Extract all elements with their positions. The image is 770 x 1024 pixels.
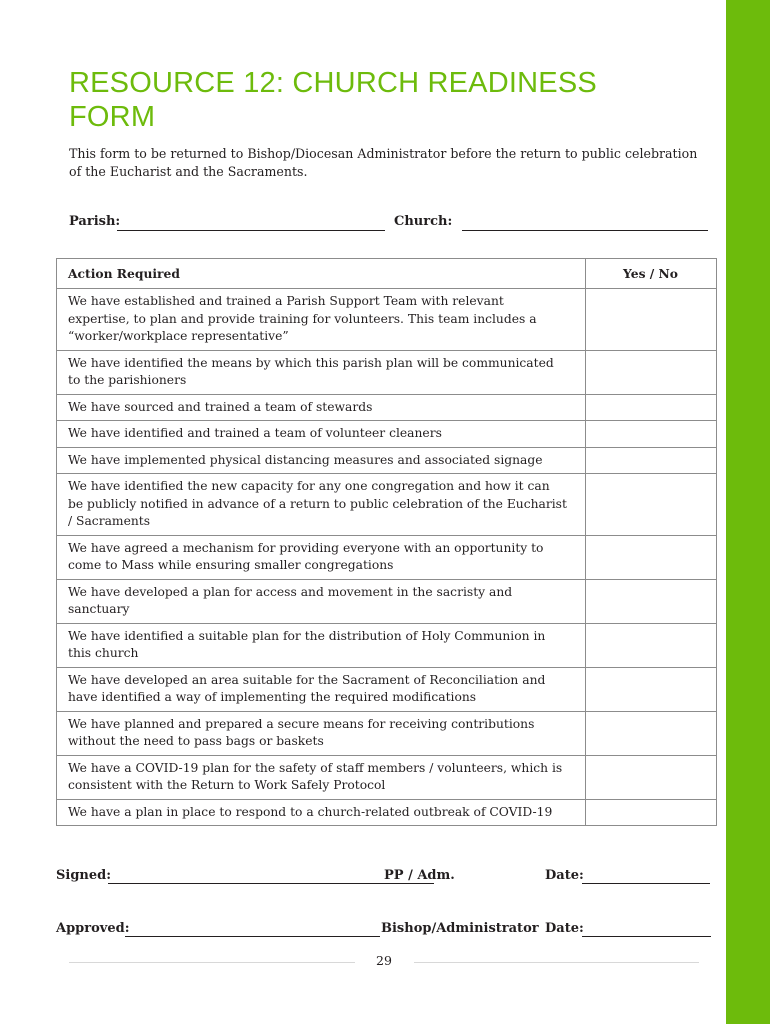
table-row [57, 711, 717, 755]
green-side-bar [726, 0, 770, 1024]
action-cell [57, 755, 586, 799]
readiness-table [56, 258, 717, 826]
action-cell [57, 447, 586, 474]
yes-no-cell[interactable] [585, 447, 716, 474]
action-text: We have developed a plan for access and movement in the sacristy and sanctuary [68, 584, 513, 616]
yes-no-cell[interactable] [585, 474, 716, 536]
table-row [57, 421, 717, 448]
action-cell [57, 667, 586, 711]
yes-no-cell[interactable] [585, 421, 716, 448]
action-cell [57, 421, 586, 448]
action-cell [57, 623, 586, 667]
action-text: We have agreed a mechanism for providing everyone with an opportunity to come to Mass while ensuring smaller congregations [68, 540, 544, 572]
action-cell [57, 289, 586, 351]
action-cell [57, 711, 586, 755]
church-label: Church: [394, 214, 453, 229]
intro-text: This form to be returned to Bishop/Diocesan Administrator before the return to public celebration of the Eucharist and the Sacraments. [69, 146, 698, 179]
action-cell [57, 350, 586, 394]
action-text: We have a plan in place to respond to a church-related outbreak of COVID-19 [68, 804, 553, 819]
action-text: We have planned and prepared a secure means for receiving contributions without the need to pass bags or baskets [68, 716, 535, 748]
signed-row [56, 868, 716, 888]
table-row [57, 799, 717, 826]
approved-field[interactable] [125, 936, 380, 937]
page-footer [69, 953, 699, 975]
table-row [57, 535, 717, 579]
yes-no-cell[interactable] [585, 711, 716, 755]
table-row [57, 394, 717, 421]
signed-date-label: Date: [545, 868, 584, 883]
action-text: We have implemented physical distancing measures and associated signage [68, 452, 543, 467]
table-row [57, 289, 717, 351]
signed-role: PP / Adm. [384, 868, 455, 883]
table-row [57, 667, 717, 711]
action-text: We have identified the new capacity for any one congregation and how it can be publicly notified in advance of a return to public celebration of the Eucharist / Sacraments [68, 479, 567, 528]
page-title: RESOURCE 12: CHURCH READINESS FORM [69, 67, 597, 133]
action-text: We have identified and trained a team of volunteer cleaners [68, 426, 442, 440]
action-required-header: Action Required [57, 259, 586, 289]
table-header-row [57, 259, 717, 289]
approved-role: Bishop/Administrator [381, 921, 539, 936]
yes-no-cell[interactable] [585, 289, 716, 351]
approved-date-label: Date: [545, 921, 584, 936]
yes-no-header: Yes / No [585, 259, 716, 289]
footer-rule-right [414, 962, 699, 963]
action-cell [57, 474, 586, 536]
signed-label: Signed: [56, 868, 112, 883]
action-text: We have sourced and trained a team of stewards [68, 399, 373, 414]
parish-field[interactable] [117, 230, 385, 231]
yes-no-cell[interactable] [585, 667, 716, 711]
action-cell [57, 799, 586, 826]
yes-no-cell[interactable] [585, 535, 716, 579]
parish-church-fields [69, 214, 709, 234]
approved-label: Approved: [56, 921, 130, 936]
action-cell [57, 535, 586, 579]
table-row [57, 474, 717, 536]
yes-no-cell[interactable] [585, 799, 716, 826]
yes-no-cell[interactable] [585, 350, 716, 394]
page-number: 29 [376, 953, 392, 968]
yes-no-cell[interactable] [585, 755, 716, 799]
signed-field[interactable] [108, 883, 434, 884]
yes-no-cell[interactable] [585, 394, 716, 421]
yes-no-cell[interactable] [585, 579, 716, 623]
action-text: We have identified the means by which this parish plan will be communicated to the parishioners [68, 355, 554, 387]
table-row [57, 447, 717, 474]
church-field[interactable] [462, 230, 708, 231]
table-row [57, 755, 717, 799]
approved-date-field[interactable] [582, 936, 711, 937]
yes-no-cell[interactable] [585, 623, 716, 667]
table-body [57, 289, 717, 826]
table-row [57, 579, 717, 623]
action-text: We have identified a suitable plan for the distribution of Holy Communion in this church [68, 628, 546, 660]
action-text: We have a COVID-19 plan for the safety of staff members / volunteers, which is consistent with the Return to Work Safely Protocol [68, 760, 563, 792]
signed-date-field[interactable] [582, 883, 710, 884]
action-cell [57, 579, 586, 623]
approved-row [56, 921, 716, 941]
action-text: We have developed an area suitable for the Sacrament of Reconciliation and have identified a way of implementing the required modifications [68, 672, 546, 704]
action-cell [57, 394, 586, 421]
parish-label: Parish: [69, 214, 121, 229]
table-row [57, 350, 717, 394]
action-text: We have established and trained a Parish Support Team with relevant expertise, to plan and provide training for volunteers. This team includes a “worker/workplace representative” [68, 294, 537, 343]
table-row [57, 623, 717, 667]
